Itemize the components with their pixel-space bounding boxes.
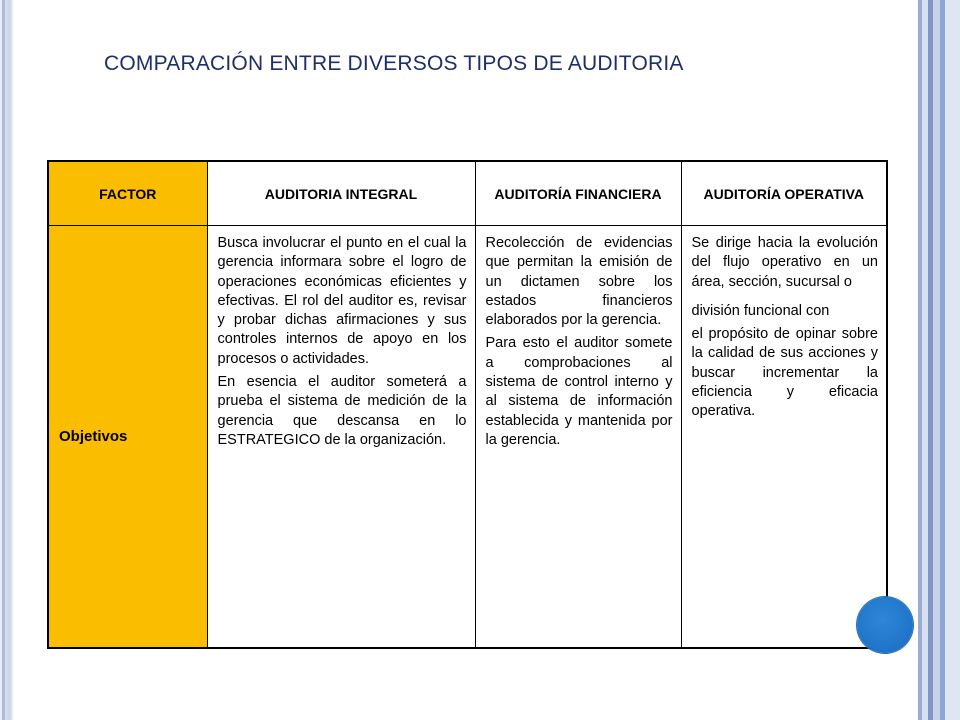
blue-circle-decoration	[857, 597, 913, 653]
operativa-paragraph-2: división funcional con	[691, 302, 830, 319]
slide-title: COMPARACIÓN ENTRE DIVERSOS TIPOS DE AUDITORIA	[104, 52, 684, 75]
comparison-table	[47, 160, 888, 649]
header-auditoria-financiera: AUDITORÍA FINANCIERA	[475, 161, 681, 226]
financiera-paragraph-1: Recolección de evidencias que permitan la emisión de un dictamen sobre los estados financieros elaborados por la gerencia.	[485, 235, 673, 329]
header-auditoria-integral: AUDITORIA INTEGRAL	[207, 161, 475, 226]
cell-integral	[207, 226, 475, 649]
integral-paragraph-2: En esencia el auditor someterá a prueba el sistema de medición de la gerencia que descansa en lo ESTRATEGICO de la organización.	[217, 374, 467, 448]
operativa-paragraph-1: Se dirige hacia la evolución del flujo operativo en un área, sección, sucursal o	[691, 235, 878, 290]
table-header-row	[48, 161, 887, 226]
operativa-paragraph-3: el propósito de opinar sobre la calidad de sus acciones y buscar incrementar la eficiencia y eficacia operativa.	[691, 326, 878, 420]
right-decorative-stripe	[933, 0, 940, 720]
row-label-objetivos: Objetivos	[48, 226, 207, 649]
cell-financiera	[475, 226, 681, 649]
integral-paragraph-1: Busca involucrar el punto en el cual la gerencia informara sobre el logro de operaciones económicas eficientes y efectivas. El rol del auditor es, revisar y probar dichas afirmaciones y sus controles internos de apoyo en los procesos o actividades.	[217, 235, 467, 367]
header-factor: FACTOR	[48, 161, 207, 226]
cell-operativa	[681, 226, 887, 649]
header-auditoria-operativa: AUDITORÍA OPERATIVA	[681, 161, 887, 226]
right-decorative-stripe	[945, 0, 960, 720]
financiera-paragraph-2: Para esto el auditor somete a comprobaciones al sistema de control interno y al sistema de información establecida y mantenida por la gerencia.	[485, 335, 673, 448]
table-row	[48, 226, 887, 649]
left-decorative-line	[2, 0, 5, 720]
